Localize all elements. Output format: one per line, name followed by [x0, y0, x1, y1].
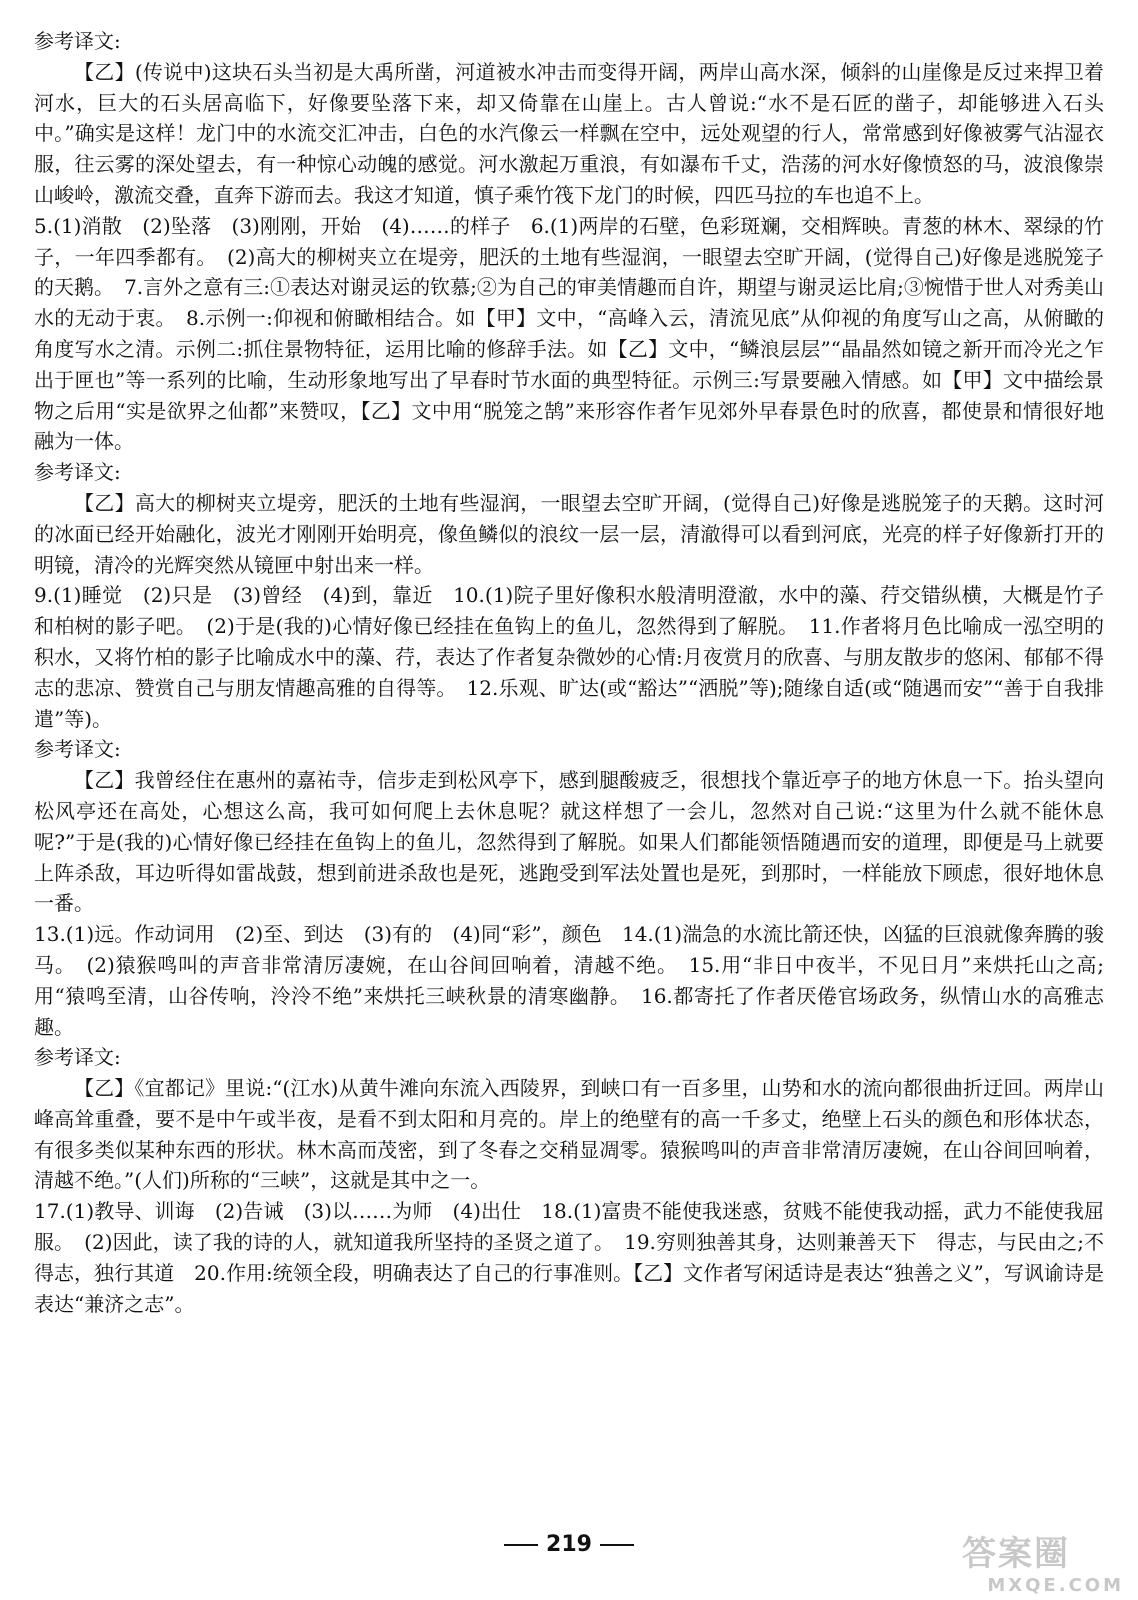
watermark-sub: MXQE.COM	[987, 1575, 1124, 1596]
page-number-value: 219	[546, 1532, 592, 1557]
watermark-main: 答案圈	[962, 1534, 1070, 1574]
translation-label: 参考译文:	[34, 737, 121, 762]
translation-paragraph: 【乙】《宜都记》里说:“(江水)从黄牛滩向东流入西陵界，到峡口有一百多里，山势和水的流向都很曲折迂回。两岸山峰高耸重叠，要不是中午或半夜，是看不到太阳和月亮的。岸上的绝壁有的高一千多丈，绝壁上石头的颜色和形体状态，有很多类似某种东西的形状。林木高而茂密，到了冬春之交稍显凋零。猿猴鸣叫的声音非常清厉凄婉，在山谷间回响着，清越不绝。”(人们)所称的“三峡”，这就是其中之一。	[34, 1076, 1104, 1193]
translation-label: 参考译文:	[34, 460, 121, 485]
answer-paragraph: 13.(1)远。作动词用 (2)至、到达 (3)有的 (4)同“彩”，颜色 14.(1)湍急的水流比箭还快，凶猛的巨浪就像奔腾的骏马。 (2)猿猴鸣叫的声音非常清厉凄婉，在山谷间回响着，清越不绝。 15.用“非日中夜半，不见日月”来烘托山之高;用“猿鸣至清，山谷传响，泠泠不绝”来烘托三峡秋景的清寒幽静。 16.都寄托了作者厌倦官场政务，纵情山水的高雅志趣。	[34, 922, 1104, 1039]
page-number-dash-right	[600, 1544, 634, 1546]
answer-paragraph: 9.(1)睡觉 (2)只是 (3)曾经 (4)到，靠近 10.(1)院子里好像积水般清明澄澈，水中的藻、荇交错纵横，大概是竹子和柏树的影子吧。 (2)于是(我的)心情好像已经挂在鱼钩上的鱼儿，忽然得到了解脱。 11.作者将月色比喻成一泓空明的积水，又将竹柏的影子比喻成水中的藻、荇，表达了作者复杂微妙的心情:月夜赏月的欣喜、与朋友散步的悠闲、郁郁不得志的悲凉、赞赏自己与朋友情趣高雅的自得等。 12.乐观、旷达(或“豁达”“洒脱”等);随缘自适(或“随遇而安”“善于自我排遣”等)。	[34, 583, 1104, 731]
page-number-dash-left	[504, 1544, 538, 1546]
translation-paragraph: 【乙】高大的柳树夹立堤旁，肥沃的土地有些湿润，一眼望去空旷开阔，(觉得自己)好像是逃脱笼子的天鹅。这时河的冰面已经开始融化，波光才刚刚开始明亮，像鱼鳞似的浪纹一层一层，清澈得可以看到河底，光亮的样子好像新打开的明镜，清冷的光辉突然从镜匣中射出来一样。	[34, 490, 1104, 577]
answer-page	[34, 26, 1104, 1319]
translation-paragraph: 【乙】我曾经住在惠州的嘉祐寺，信步走到松风亭下，感到腿酸疲乏，很想找个靠近亭子的地方休息一下。抬头望向松风亭还在高处，心想这么高，我可如何爬上去休息呢？就这样想了一会儿，忽然对自己说:“这里为什么就不能休息呢?”于是(我的)心情好像已经挂在鱼钩上的鱼儿，忽然得到了解脱。如果人们都能领悟随遇而安的道理，即便是马上就要上阵杀敌，耳边听得如雷战鼓，想到前进杀敌也是死，逃跑受到军法处置也是死，到那时，一样能放下顾虑，很好地休息一番。	[34, 768, 1104, 916]
translation-label: 参考译文:	[34, 29, 121, 53]
answer-paragraph: 17.(1)教导、训诲 (2)告诫 (3)以……为师 (4)出仕 18.(1)富贵不能使我迷惑，贫贱不能使我动摇，武力不能使我屈服。 (2)因此，读了我的诗的人，就知道我所坚持的圣贤之道了。 19.穷则独善其身，达则兼善天下 得志，与民由之;不得志，独行其道 20.作用:统领全段，明确表达了自己的行事准则。【乙】文作者写闲适诗是表达“独善之义”，写讽谕诗是表达“兼济之志”。	[34, 1199, 1104, 1316]
translation-label: 参考译文:	[34, 1045, 121, 1070]
translation-paragraph: 【乙】(传说中)这块石头当初是大禹所凿，河道被水冲击而变得开阔，两岸山高水深，倾斜的山崖像是反过来捍卫着河水，巨大的石头居高临下，好像要坠落下来，却又倚靠在山崖上。古人曾说:“水不是石匠的凿子，却能够进入石头中。”确实是这样！龙门中的水流交汇冲击，白色的水汽像云一样飘在空中，远处观望的行人，常常感到好像被雾气沾湿衣服，往云雾的深处望去，有一种惊心动魄的感觉。河水激起万重浪，有如瀑布千丈，浩荡的河水好像愤怒的马，波浪像崇山峻岭，激流交叠，直奔下游而去。我这才知道，慎子乘竹筏下龙门的时候，四匹马拉的车也追不上。	[34, 59, 1104, 207]
watermark-logo	[962, 1526, 1130, 1596]
answer-paragraph: 5.(1)消散 (2)坠落 (3)刚刚，开始 (4)……的样子 6.(1)两岸的石壁，色彩斑斓，交相辉映。青葱的林木、翠绿的竹子，一年四季都有。 (2)高大的柳树夹立在堤旁，肥沃的土地有些湿润，一眼望去空旷开阔，(觉得自己)好像是逃脱笼子的天鹅。 7.言外之意有三:①表达对谢灵运的钦慕;②为自己的审美情趣而自许，期望与谢灵运比肩;③惋惜于世人对秀美山水的无动于衷。 8.示例一:仰视和俯瞰相结合。如【甲】文中，“高峰入云，清流见底”从仰视的角度写山之高，从俯瞰的角度写水之清。示例二:抓住景物特征，运用比喻的修辞手法。如【乙】文中，“鳞浪层层”“晶晶然如镜之新开而冷光之乍出于匣也”等一系列的比喻，生动形象地写出了早春时节水面的典型特征。示例三:写景要融入情感。如【甲】文中描绘景物之后用“实是欲界之仙都”来赞叹，【乙】文中用“脱笼之鹄”来形容作者乍见郊外早春景色时的欣喜，都使景和情很好地融为一体。	[34, 213, 1104, 454]
